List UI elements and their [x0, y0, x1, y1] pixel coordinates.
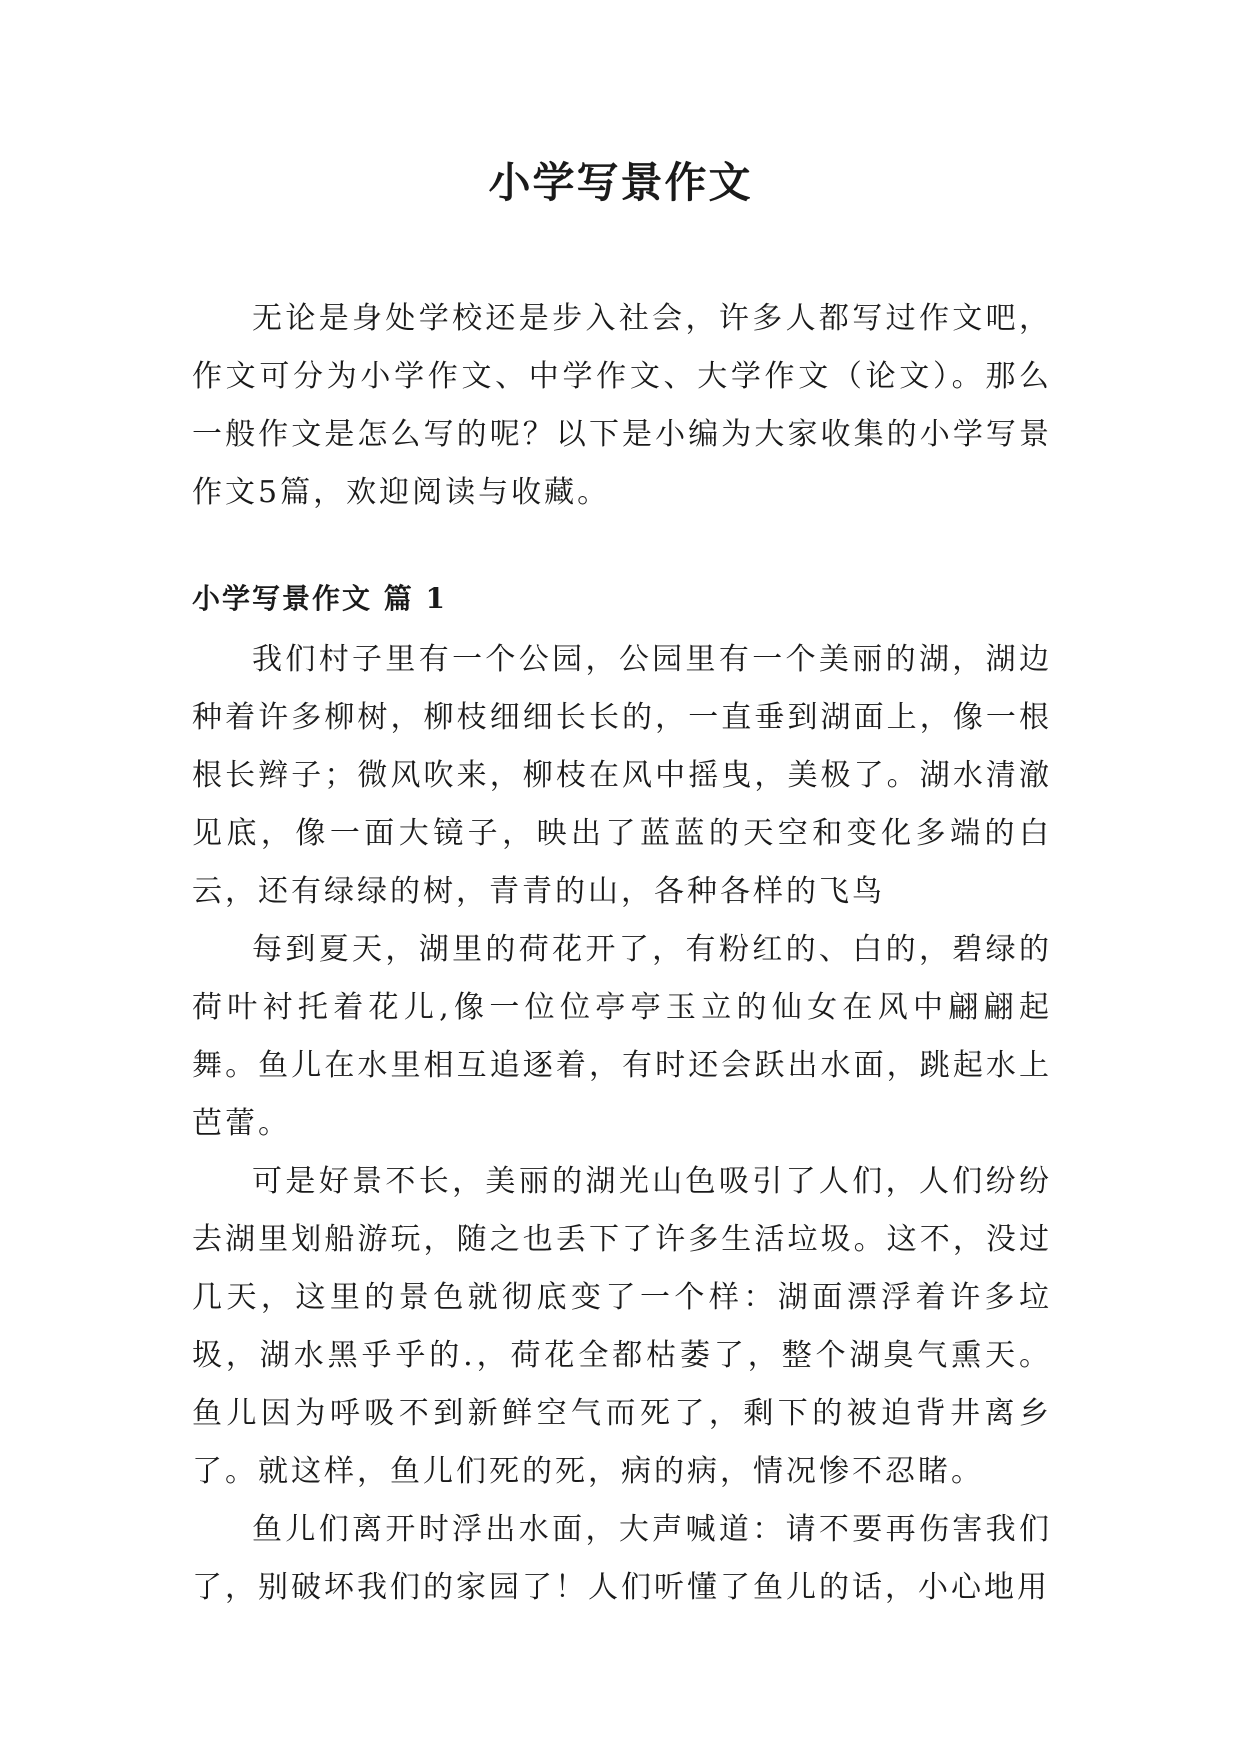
- article-paragraph: 鱼儿们离开时浮出水面，大声喊道：请不要再伤害我们了，别破坏我们的家园了！人们听懂了鱼儿的话，小心地用: [192, 1512, 1052, 1605]
- article-paragraph: 可是好景不长，美丽的湖光山色吸引了人们，人们纷纷去湖里划船游玩，随之也丢下了许多生活垃圾。这不，没过几天，这里的景色就彻底变了一个样：湖面漂浮着许多垃圾，湖水黑乎乎的.，荷花全都枯萎了，整个湖臭气熏天。鱼儿因为呼吸不到新鲜空气而死了，剩下的被迫背井离乡了。就这样，鱼儿们死的死，病的病，情况惨不忍睹。: [192, 1164, 1052, 1489]
- article-paragraph: 每到夏天，湖里的荷花开了，有粉红的、白的，碧绿的荷叶衬托着花儿,像一位位亭亭玉立的仙女在风中翩翩起舞。鱼儿在水里相互追逐着，有时还会跃出水面，跳起水上芭蕾。: [192, 932, 1052, 1141]
- article-body: [192, 631, 1052, 1617]
- section-heading: 小学写景作文 篇 1: [192, 582, 447, 615]
- article-paragraph: 我们村子里有一个公园，公园里有一个美丽的湖，湖边种着许多柳树，柳枝细细长长的，一直垂到湖面上，像一根根长辫子；微风吹来，柳枝在风中摇曳，美极了。湖水清澈见底，像一面大镜子，映出了蓝蓝的天空和变化多端的白云，还有绿绿的树，青青的山，各种各样的飞鸟: [192, 642, 1052, 909]
- intro-paragraph: 无论是身处学校还是步入社会，许多人都写过作文吧，作文可分为小学作文、中学作文、大学作文（论文）。那么一般作文是怎么写的呢？以下是小编为大家收集的小学写景作文5篇，欢迎阅读与收藏。: [192, 301, 1052, 510]
- document-title: 小学写景作文: [488, 158, 753, 207]
